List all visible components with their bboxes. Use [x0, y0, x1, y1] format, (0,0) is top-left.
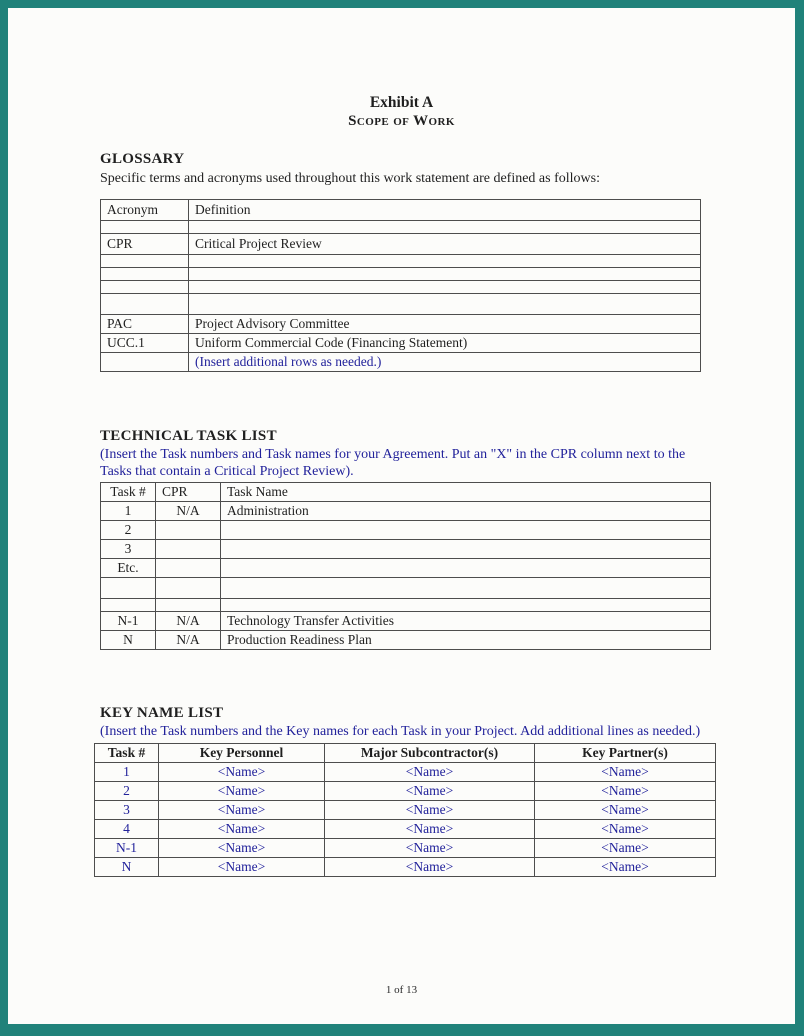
major-subcontractor-header-cell: Major Subcontractor(s)	[325, 744, 535, 763]
glossary-intro: Specific terms and acronyms used throughout this work statement are defined as follows:	[100, 171, 600, 186]
key-personnel-cell: <Name>	[159, 858, 325, 877]
cpr-cell: N/A	[156, 631, 221, 650]
definition-cell: Uniform Commercial Code (Financing Statement)	[189, 334, 701, 353]
task-row	[101, 612, 711, 631]
task-number-header-cell: Task #	[95, 744, 159, 763]
key-personnel-cell: <Name>	[159, 763, 325, 782]
table-cell	[221, 599, 711, 612]
major-subcontractor-cell: <Name>	[325, 820, 535, 839]
cpr-header-cell: CPR	[156, 483, 221, 502]
key-personnel-cell: <Name>	[159, 820, 325, 839]
page-content	[8, 8, 795, 877]
empty-row	[101, 268, 701, 281]
task-name-header-cell: Task Name	[221, 483, 711, 502]
cpr-cell: N/A	[156, 502, 221, 521]
exhibit-title: Exhibit A	[369, 94, 434, 111]
task-name-cell: Technology Transfer Activities	[221, 612, 711, 631]
table-cell	[101, 281, 189, 294]
acronym-header-cell: Acronym	[101, 200, 189, 221]
task-row	[101, 559, 711, 578]
task-row	[101, 521, 711, 540]
technical-task-list-heading: TECHNICAL TASK LIST	[100, 428, 277, 444]
major-subcontractor-cell: <Name>	[325, 782, 535, 801]
acronym-cell: CPR	[101, 234, 189, 255]
table-cell	[101, 578, 156, 599]
key-personnel-cell: <Name>	[159, 839, 325, 858]
key-name-row	[95, 820, 716, 839]
key-partner-cell: <Name>	[535, 820, 716, 839]
keynames-header-row	[95, 744, 716, 763]
document-page	[8, 8, 795, 1024]
table-cell	[221, 578, 711, 599]
table-cell	[101, 294, 189, 315]
task-name-cell: Administration	[221, 502, 711, 521]
task-number-cell: N-1	[95, 839, 159, 858]
table-cell	[101, 221, 189, 234]
task-row	[101, 502, 711, 521]
empty-row	[101, 221, 701, 234]
cpr-cell	[156, 521, 221, 540]
key-partner-cell: <Name>	[535, 839, 716, 858]
major-subcontractor-cell: <Name>	[325, 839, 535, 858]
insert-rows-note: (Insert additional rows as needed.)	[189, 353, 701, 372]
major-subcontractor-cell: <Name>	[325, 801, 535, 820]
task-number-cell: 1	[101, 502, 156, 521]
key-partner-cell: <Name>	[535, 763, 716, 782]
glossary-row	[101, 334, 701, 353]
glossary-row	[101, 234, 701, 255]
key-name-row	[95, 801, 716, 820]
key-partner-cell: <Name>	[535, 782, 716, 801]
table-cell	[189, 255, 701, 268]
empty-row	[101, 599, 711, 612]
task-number-cell: N-1	[101, 612, 156, 631]
key-name-list-heading: KEY NAME LIST	[100, 705, 224, 721]
keynames-instruction: (Insert the Task numbers and the Key names for each Task in your Project. Add additional lines as needed.)	[100, 724, 701, 739]
scope-of-work-subtitle: Scope of Work	[348, 113, 455, 129]
table-cell	[101, 353, 189, 372]
cpr-cell	[156, 540, 221, 559]
cpr-cell: N/A	[156, 612, 221, 631]
glossary-header-row	[101, 200, 701, 221]
table-cell	[156, 599, 221, 612]
table-cell	[189, 281, 701, 294]
key-partner-cell: <Name>	[535, 858, 716, 877]
technical-task-table	[100, 482, 711, 650]
empty-row	[101, 578, 711, 599]
task-name-cell	[221, 540, 711, 559]
definition-cell: Project Advisory Committee	[189, 315, 701, 334]
acronym-cell: PAC	[101, 315, 189, 334]
table-cell	[101, 255, 189, 268]
task-name-cell	[221, 559, 711, 578]
empty-row	[101, 281, 701, 294]
key-personnel-cell: <Name>	[159, 801, 325, 820]
cpr-cell	[156, 559, 221, 578]
key-name-row	[95, 763, 716, 782]
page-number: 1 of 13	[385, 984, 418, 996]
table-cell	[189, 268, 701, 281]
major-subcontractor-cell: <Name>	[325, 763, 535, 782]
major-subcontractor-cell: <Name>	[325, 858, 535, 877]
empty-row	[101, 294, 701, 315]
key-name-row	[95, 839, 716, 858]
glossary-row	[101, 315, 701, 334]
task-number-cell: 3	[95, 801, 159, 820]
task-name-cell	[221, 521, 711, 540]
task-name-cell: Production Readiness Plan	[221, 631, 711, 650]
glossary-note-row	[101, 353, 701, 372]
task-row	[101, 540, 711, 559]
key-personnel-header-cell: Key Personnel	[159, 744, 325, 763]
key-partner-header-cell: Key Partner(s)	[535, 744, 716, 763]
table-cell	[189, 221, 701, 234]
technical-header-row	[101, 483, 711, 502]
key-name-row	[95, 782, 716, 801]
task-number-header-cell: Task #	[101, 483, 156, 502]
task-number-cell: 2	[101, 521, 156, 540]
glossary-heading: GLOSSARY	[100, 151, 185, 167]
task-number-cell: 4	[95, 820, 159, 839]
task-number-cell: 2	[95, 782, 159, 801]
table-cell	[156, 578, 221, 599]
task-number-cell: 1	[95, 763, 159, 782]
empty-row	[101, 255, 701, 268]
glossary-table	[100, 199, 701, 372]
task-number-cell: N	[95, 858, 159, 877]
table-cell	[101, 599, 156, 612]
key-name-row	[95, 858, 716, 877]
technical-instruction: (Insert the Task numbers and Task names for your Agreement. Put an "X" in the CPR column next to the Tasks that contain a Critical Project Review).	[100, 447, 686, 479]
task-number-cell: 3	[101, 540, 156, 559]
table-cell	[101, 268, 189, 281]
acronym-cell: UCC.1	[101, 334, 189, 353]
task-number-cell: N	[101, 631, 156, 650]
title-block	[100, 94, 703, 130]
key-name-table	[94, 743, 716, 877]
table-cell	[189, 294, 701, 315]
task-row	[101, 631, 711, 650]
definition-cell: Critical Project Review	[189, 234, 701, 255]
key-partner-cell: <Name>	[535, 801, 716, 820]
key-personnel-cell: <Name>	[159, 782, 325, 801]
definition-header-cell: Definition	[189, 200, 701, 221]
task-number-cell: Etc.	[101, 559, 156, 578]
